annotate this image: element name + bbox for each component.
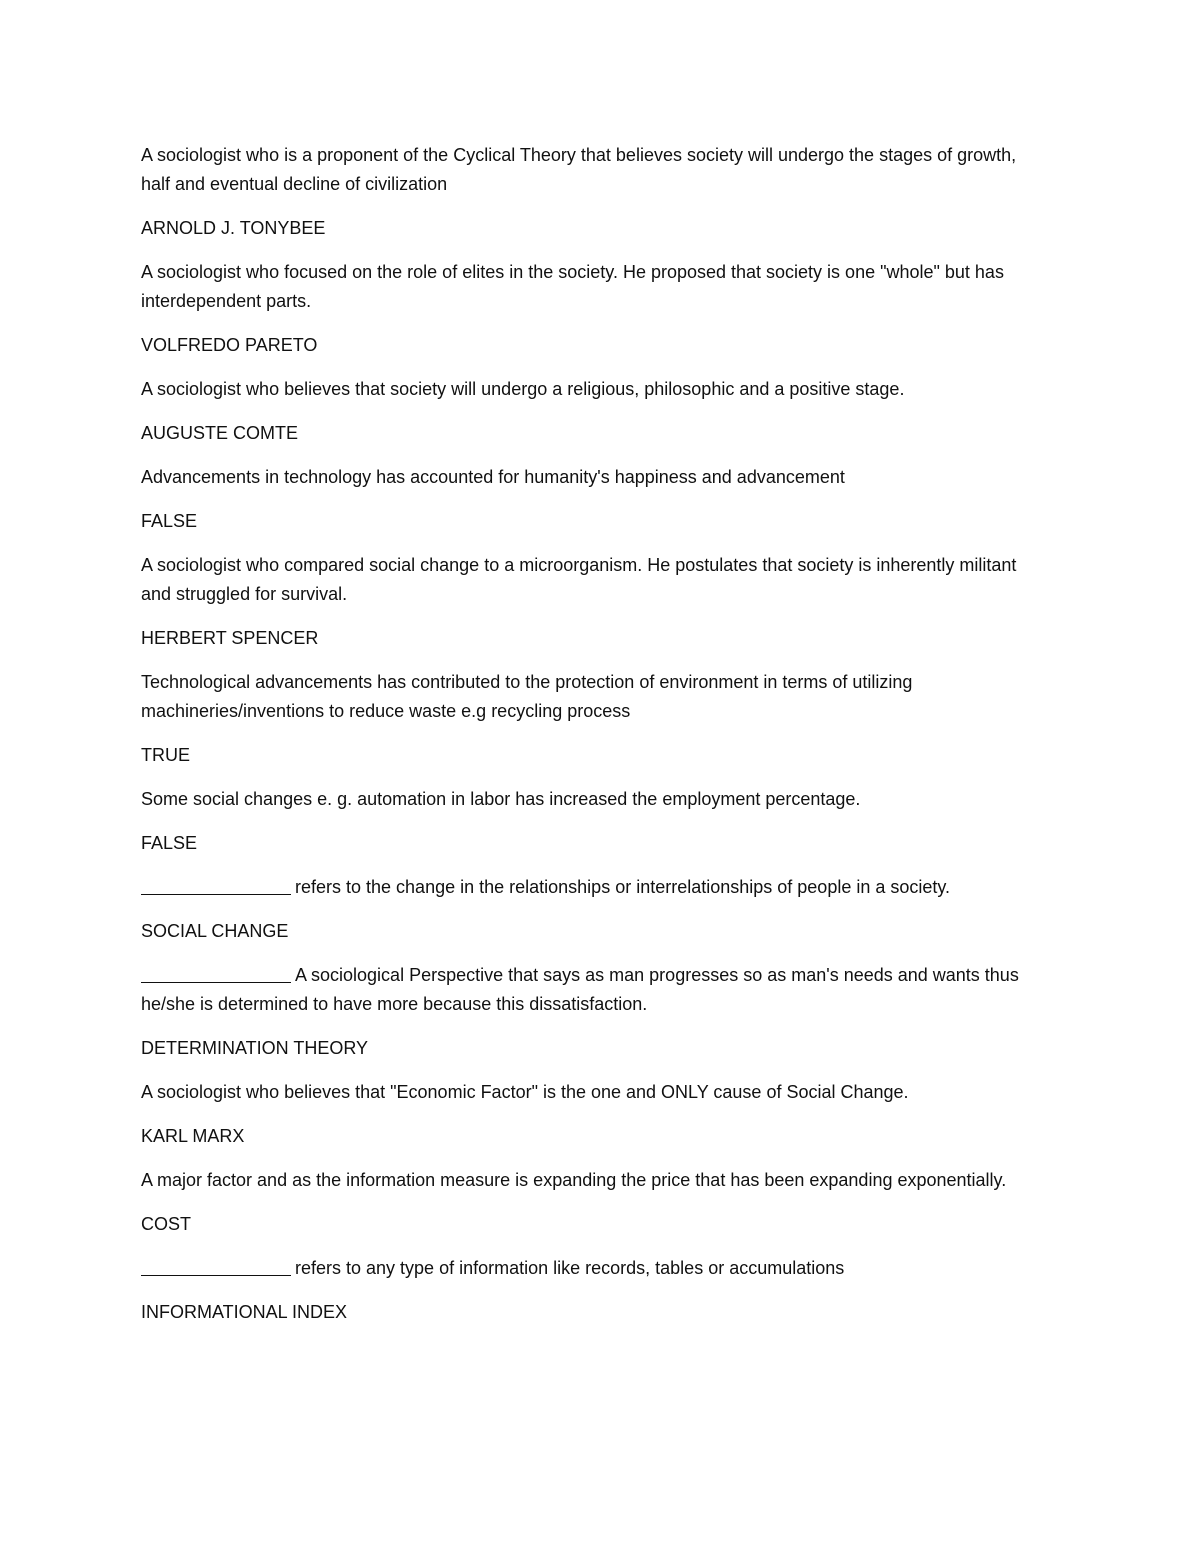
qa-item xyxy=(141,551,1041,653)
question-text: A sociologist who focused on the role of elites in the society. He proposed that society is one "whole" but has interdependent parts. xyxy=(141,262,1004,311)
qa-item xyxy=(141,141,1041,243)
answer-text: KARL MARX xyxy=(141,1126,245,1146)
question-text: A sociologist who compared social change to a microorganism. He postulates that society is inherently militant and struggled for survival. xyxy=(141,555,1017,604)
qa-item xyxy=(141,258,1041,360)
answer-text: ARNOLD J. TONYBEE xyxy=(141,218,326,238)
qa-item xyxy=(141,375,1041,448)
answer-text: HERBERT SPENCER xyxy=(141,628,319,648)
qa-item xyxy=(141,1254,1041,1327)
question-text: Some social changes e. g. automation in labor has increased the employment percentage. xyxy=(141,789,861,809)
answer-text: TRUE xyxy=(141,745,190,765)
fill-in-blank xyxy=(141,964,291,983)
fill-in-blank xyxy=(141,1257,291,1276)
answer-text: SOCIAL CHANGE xyxy=(141,921,289,941)
question-text: A sociologist who believes that "Economic Factor" is the one and ONLY cause of Social Change. xyxy=(141,1082,909,1102)
document-content xyxy=(141,141,1041,1342)
qa-item xyxy=(141,1166,1041,1239)
question-text: A major factor and as the information measure is expanding the price that has been expanding exponentially. xyxy=(141,1170,1007,1190)
answer-text: COST xyxy=(141,1214,192,1234)
qa-item xyxy=(141,463,1041,536)
qa-item xyxy=(141,1078,1041,1151)
question-text: A sociologist who believes that society will undergo a religious, philosophic and a positive stage. xyxy=(141,379,905,399)
question-text: refers to any type of information like records, tables or accumulations xyxy=(141,1254,1041,1283)
question-text: Technological advancements has contributed to the protection of environment in terms of utilizing machineries/inventions to reduce waste e.g recycling process xyxy=(141,672,913,721)
answer-text: FALSE xyxy=(141,511,198,531)
question-text: refers to the change in the relationships or interrelationships of people in a society. xyxy=(141,873,1041,902)
answer-text: DETERMINATION THEORY xyxy=(141,1038,369,1058)
qa-item xyxy=(141,873,1041,946)
qa-item xyxy=(141,785,1041,858)
fill-in-blank xyxy=(141,876,291,895)
answer-text: AUGUSTE COMTE xyxy=(141,423,299,443)
qa-item xyxy=(141,961,1041,1063)
question-text: A sociological Perspective that says as man progresses so as man's needs and wants thus he/she is determined to have more because this dissatisfaction. xyxy=(141,965,1019,1014)
question-text: Advancements in technology has accounted for humanity's happiness and advancement xyxy=(141,467,845,487)
qa-item xyxy=(141,668,1041,770)
answer-text: VOLFREDO PARETO xyxy=(141,335,318,355)
answer-text: FALSE xyxy=(141,833,198,853)
question-text: A sociologist who is a proponent of the Cyclical Theory that believes society will undergo the stages of growth, half and eventual decline of civilization xyxy=(141,145,1017,194)
answer-text: INFORMATIONAL INDEX xyxy=(141,1302,348,1322)
